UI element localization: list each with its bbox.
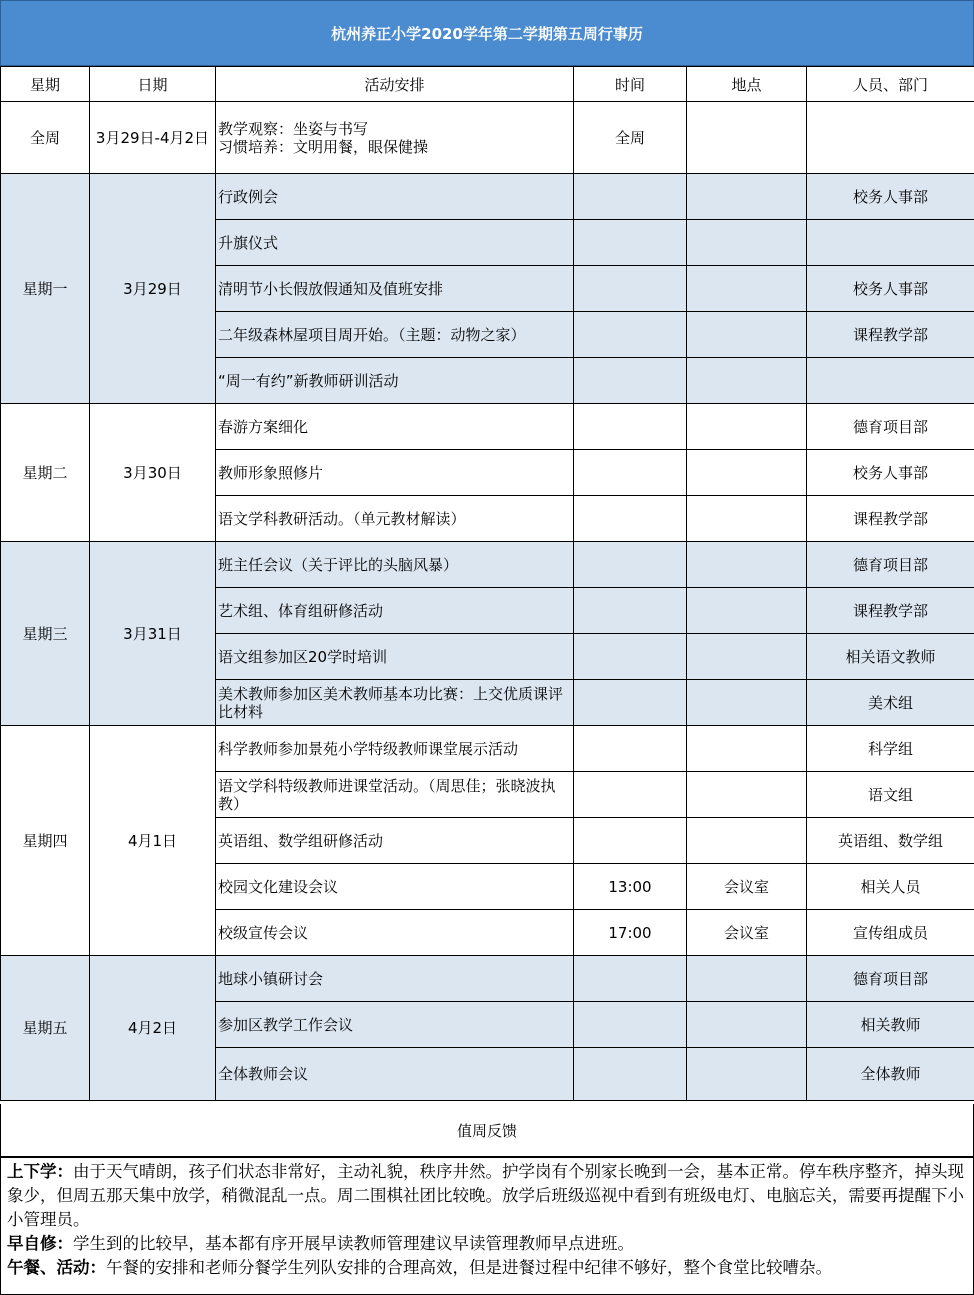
dept-cell: 课程教学部 <box>807 312 974 358</box>
place-cell <box>687 102 807 174</box>
activity-cell: 全体教师会议 <box>216 1048 574 1101</box>
place-cell <box>687 772 807 818</box>
activity-cell: 春游方案细化 <box>216 404 574 450</box>
date-cell: 3月29日-4月2日 <box>90 102 216 174</box>
date-cell: 3月30日 <box>90 404 216 542</box>
time-cell <box>574 542 687 588</box>
time-cell <box>574 772 687 818</box>
activity-cell: 语文学科教研活动。（单元教材解读） <box>216 496 574 542</box>
activity-cell: 校级宣传会议 <box>216 910 574 956</box>
time-cell <box>574 818 687 864</box>
table-row <box>1 404 974 450</box>
place-cell <box>687 634 807 680</box>
dept-cell: 校务人事部 <box>807 450 974 496</box>
header-place: 地点 <box>687 67 807 102</box>
dept-cell: 英语组、数学组 <box>807 818 974 864</box>
day-cell: 星期三 <box>1 542 90 726</box>
activity-cell: 教学观察：坐姿与书写 习惯培养：文明用餐，眼保健操 <box>216 102 574 174</box>
activity-cell: 英语组、数学组研修活动 <box>216 818 574 864</box>
time-cell <box>574 496 687 542</box>
day-cell: 星期一 <box>1 174 90 404</box>
date-cell: 4月2日 <box>90 956 216 1101</box>
week-row <box>1 102 974 174</box>
feedback-title: 值周反馈 <box>0 1104 974 1157</box>
time-cell <box>574 726 687 772</box>
place-cell <box>687 220 807 266</box>
time-cell <box>574 404 687 450</box>
place-cell <box>687 956 807 1002</box>
feedback-label: 午餐、活动： <box>7 1258 106 1277</box>
calendar-title: 杭州养正小学2020学年第二学期第五周行事历 <box>0 0 974 66</box>
dept-cell <box>807 102 974 174</box>
date-cell: 4月1日 <box>90 726 216 956</box>
place-cell <box>687 404 807 450</box>
activity-cell: 教师形象照修片 <box>216 450 574 496</box>
place-cell <box>687 588 807 634</box>
feedback-text: 学生到的比较早，基本都有序开展早读教师管理建议早读管理教师早点进班。 <box>73 1234 634 1253</box>
feedback-item <box>7 1256 967 1280</box>
dept-cell: 德育项目部 <box>807 404 974 450</box>
activity-cell: 艺术组、体育组研修活动 <box>216 588 574 634</box>
dept-cell: 德育项目部 <box>807 956 974 1002</box>
place-cell <box>687 358 807 404</box>
day-cell: 星期四 <box>1 726 90 956</box>
time-cell <box>574 588 687 634</box>
day-cell: 星期二 <box>1 404 90 542</box>
time-cell <box>574 956 687 1002</box>
activity-cell: 语文学科特级教师进课堂活动。（周思佳；张晓波执教） <box>216 772 574 818</box>
dept-cell: 相关教师 <box>807 1002 974 1048</box>
place-cell <box>687 174 807 220</box>
feedback-text: 午餐的安排和老师分餐学生列队安排的合理高效，但是进餐过程中纪律不够好，整个食堂比较嘈杂。 <box>106 1258 832 1277</box>
place-cell <box>687 1002 807 1048</box>
dept-cell: 德育项目部 <box>807 542 974 588</box>
time-cell: 全周 <box>574 102 687 174</box>
header-activity: 活动安排 <box>216 67 574 102</box>
place-cell <box>687 496 807 542</box>
feedback-text: 由于天气晴朗，孩子们状态非常好，主动礼貌，秩序井然。护学岗有个别家长晚到一会，基本正常。停车秩序整齐，掉头现象少，但周五那天集中放学，稍微混乱一点。周二围棋社团比较晚。放学后班级巡视中看到有班级电灯、电脑忘关，需要再提醒下小小管理员。 <box>7 1162 964 1229</box>
activity-cell: 科学教师参加景苑小学特级教师课堂展示活动 <box>216 726 574 772</box>
time-cell <box>574 358 687 404</box>
time-cell <box>574 266 687 312</box>
dept-cell: 课程教学部 <box>807 588 974 634</box>
date-cell: 3月31日 <box>90 542 216 726</box>
feedback-label: 早自修： <box>7 1234 73 1253</box>
dept-cell: 相关语文教师 <box>807 634 974 680</box>
place-cell: 会议室 <box>687 910 807 956</box>
header-dept: 人员、部门 <box>807 67 974 102</box>
place-cell <box>687 726 807 772</box>
day-cell: 星期五 <box>1 956 90 1101</box>
table-row <box>1 542 974 588</box>
place-cell <box>687 1048 807 1101</box>
place-cell <box>687 542 807 588</box>
header-time: 时间 <box>574 67 687 102</box>
place-cell <box>687 312 807 358</box>
dept-cell: 课程教学部 <box>807 496 974 542</box>
feedback-body <box>0 1157 974 1295</box>
dept-cell: 美术组 <box>807 680 974 726</box>
activity-cell: 升旗仪式 <box>216 220 574 266</box>
place-cell <box>687 680 807 726</box>
header-row <box>1 67 974 102</box>
time-cell: 13:00 <box>574 864 687 910</box>
time-cell: 17:00 <box>574 910 687 956</box>
time-cell <box>574 220 687 266</box>
dept-cell: 语文组 <box>807 772 974 818</box>
time-cell <box>574 450 687 496</box>
dept-cell: 全体教师 <box>807 1048 974 1101</box>
dept-cell: 宣传组成员 <box>807 910 974 956</box>
time-cell <box>574 1002 687 1048</box>
place-cell <box>687 450 807 496</box>
activity-cell: 二年级森林屋项目周开始。（主题：动物之家） <box>216 312 574 358</box>
activity-cell: 班主任会议（关于评比的头脑风暴） <box>216 542 574 588</box>
activity-cell: 参加区教学工作会议 <box>216 1002 574 1048</box>
place-cell: 会议室 <box>687 864 807 910</box>
activity-cell: 行政例会 <box>216 174 574 220</box>
time-cell <box>574 312 687 358</box>
feedback-item <box>7 1232 967 1256</box>
feedback-label: 上下学： <box>7 1162 73 1181</box>
dept-cell <box>807 358 974 404</box>
feedback-item <box>7 1160 967 1232</box>
dept-cell: 科学组 <box>807 726 974 772</box>
header-day: 星期 <box>1 67 90 102</box>
place-cell <box>687 266 807 312</box>
time-cell <box>574 680 687 726</box>
dept-cell: 相关人员 <box>807 864 974 910</box>
activity-cell: 地球小镇研讨会 <box>216 956 574 1002</box>
dept-cell <box>807 220 974 266</box>
place-cell <box>687 818 807 864</box>
day-cell: 全周 <box>1 102 90 174</box>
activity-cell: 清明节小长假放假通知及值班安排 <box>216 266 574 312</box>
activity-cell: “周一有约”新教师研训活动 <box>216 358 574 404</box>
table-row <box>1 174 974 220</box>
time-cell <box>574 1048 687 1101</box>
activity-cell: 校园文化建设会议 <box>216 864 574 910</box>
time-cell <box>574 174 687 220</box>
schedule-table <box>0 66 974 1101</box>
dept-cell: 校务人事部 <box>807 174 974 220</box>
time-cell <box>574 634 687 680</box>
header-date: 日期 <box>90 67 216 102</box>
activity-cell: 美术教师参加区美术教师基本功比赛：上交优质课评比材料 <box>216 680 574 726</box>
activity-cell: 语文组参加区20学时培训 <box>216 634 574 680</box>
dept-cell: 校务人事部 <box>807 266 974 312</box>
table-row <box>1 726 974 772</box>
table-row <box>1 956 974 1002</box>
date-cell: 3月29日 <box>90 174 216 404</box>
